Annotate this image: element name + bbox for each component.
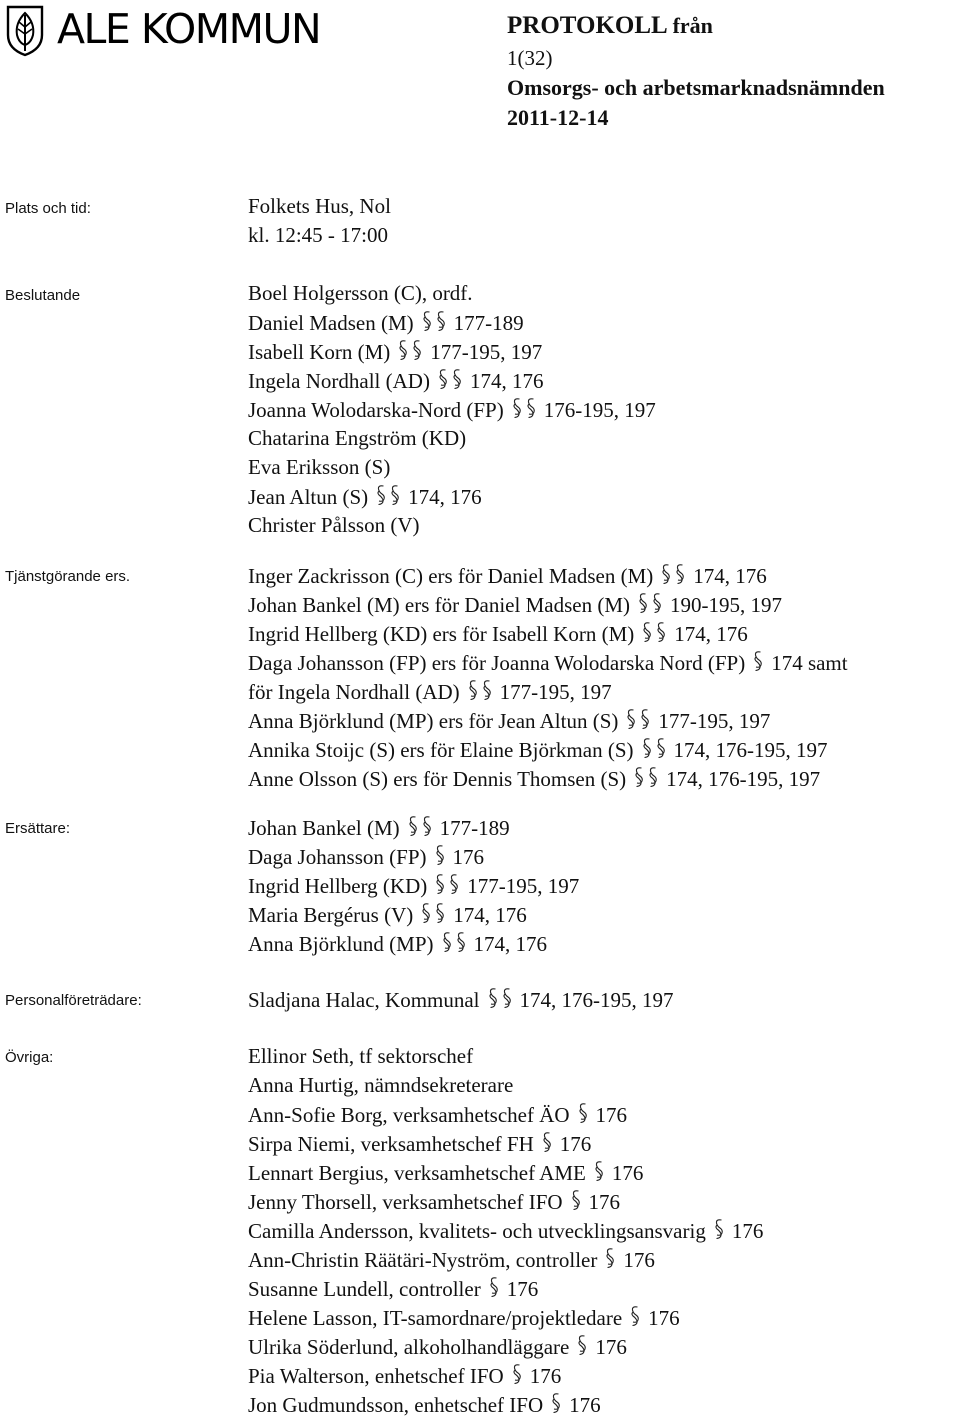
entry-text: kl. 12:45 - 17:00 bbox=[248, 223, 388, 247]
section-label: Tjänstgörande ers. bbox=[5, 568, 131, 585]
section-label: Beslutande bbox=[5, 287, 81, 304]
paragraph-sign-icon bbox=[638, 592, 648, 614]
entry-text: Camilla Andersson, kvalitets- och utvecklingsansvarig bbox=[248, 1219, 706, 1243]
entry-text: Daga Johansson (FP) bbox=[248, 845, 427, 869]
paragraph-numbers: 174, 176-195, 197 bbox=[666, 767, 821, 791]
paragraph-sign-icon bbox=[435, 902, 445, 924]
paragraph-signs bbox=[402, 816, 440, 840]
entry-line bbox=[248, 1071, 958, 1100]
paragraph-signs bbox=[415, 903, 453, 927]
paragraph-sign-icon bbox=[468, 679, 478, 701]
paragraph-signs bbox=[536, 1132, 560, 1156]
meeting-date: 2011-12-14 bbox=[507, 105, 609, 130]
entry-line bbox=[248, 395, 958, 424]
paragraph-numbers: 176 bbox=[595, 1103, 628, 1127]
entry-line bbox=[248, 308, 958, 337]
paragraph-sign-icon bbox=[456, 931, 466, 953]
paragraph-signs bbox=[632, 593, 670, 617]
section-entries bbox=[248, 192, 958, 250]
entry-line bbox=[248, 764, 958, 793]
paragraph-sign-icon bbox=[390, 484, 400, 506]
entry-text: Sirpa Niemi, verksamhetschef FH bbox=[248, 1132, 534, 1156]
paragraph-sign-icon bbox=[642, 737, 652, 759]
paragraph-signs bbox=[628, 767, 666, 791]
paragraph-numbers: 174, 176 bbox=[674, 622, 748, 646]
entry-text: Daniel Madsen (M) bbox=[248, 311, 414, 335]
paragraph-sign-icon bbox=[661, 563, 671, 585]
paragraph-sign-icon bbox=[422, 310, 432, 332]
paragraph-signs bbox=[565, 1190, 589, 1214]
paragraph-sign-icon bbox=[630, 1305, 640, 1327]
section-label: Personalföreträdare: bbox=[5, 992, 142, 1009]
entry-line bbox=[248, 1158, 958, 1187]
paragraph-signs bbox=[483, 1277, 507, 1301]
paragraph-sign-icon bbox=[435, 873, 445, 895]
paragraph-signs bbox=[655, 564, 693, 588]
paragraph-sign-icon bbox=[488, 987, 498, 1009]
paragraph-signs bbox=[747, 651, 771, 675]
paragraph-numbers: 177-195, 197 bbox=[499, 680, 612, 704]
entry-line bbox=[248, 511, 958, 540]
paragraph-sign-icon bbox=[412, 339, 422, 361]
entry-line bbox=[248, 1187, 958, 1216]
paragraph-sign-icon bbox=[648, 766, 658, 788]
paragraph-numbers: 176-195, 197 bbox=[543, 398, 656, 422]
from-word: från bbox=[672, 13, 713, 38]
paragraph-numbers: 176 bbox=[611, 1161, 644, 1185]
entry-text: Lennart Bergius, verksamhetschef AME bbox=[248, 1161, 586, 1185]
entry-text: för Ingela Nordhall (AD) bbox=[248, 680, 460, 704]
entry-line bbox=[248, 871, 958, 900]
paragraph-numbers: 176 bbox=[588, 1190, 621, 1214]
page-number: 1(32) bbox=[507, 46, 553, 70]
section-label: Övriga: bbox=[5, 1049, 54, 1066]
entry-text: Anna Björklund (MP) ers för Jean Altun (S) bbox=[248, 709, 619, 733]
paragraph-sign-icon bbox=[376, 484, 386, 506]
paragraph-signs bbox=[599, 1248, 623, 1272]
section-entries bbox=[248, 1042, 958, 1419]
paragraph-signs bbox=[636, 622, 674, 646]
entry-text: Susanne Lundell, controller bbox=[248, 1277, 481, 1301]
entry-line bbox=[248, 648, 958, 677]
logo-text: ALE KOMMUN bbox=[57, 5, 321, 53]
entry-text: Ann-Sofie Borg, verksamhetschef ÄO bbox=[248, 1103, 570, 1127]
paragraph-sign-icon bbox=[714, 1218, 724, 1240]
entry-text: Sladjana Halac, Kommunal bbox=[248, 988, 480, 1012]
paragraph-numbers: 174, 176-195, 197 bbox=[519, 988, 674, 1012]
paragraph-numbers: 174 samt bbox=[771, 651, 848, 675]
paragraph-signs bbox=[482, 988, 520, 1012]
entry-text: Jean Altun (S) bbox=[248, 485, 369, 509]
paragraph-sign-icon bbox=[421, 902, 431, 924]
paragraph-sign-icon bbox=[436, 310, 446, 332]
paragraph-sign-icon bbox=[652, 592, 662, 614]
entry-text: Anne Olsson (S) ers för Dennis Thomsen (S) bbox=[248, 767, 627, 791]
entry-line bbox=[248, 482, 958, 511]
paragraph-sign-icon bbox=[551, 1392, 561, 1414]
entry-text: Boel Holgersson (C), ordf. bbox=[248, 281, 473, 305]
paragraph-signs bbox=[708, 1219, 732, 1243]
paragraph-signs bbox=[620, 709, 658, 733]
paragraph-sign-icon bbox=[398, 339, 408, 361]
paragraph-signs bbox=[506, 1364, 530, 1388]
municipality-logo bbox=[5, 5, 320, 57]
entry-line bbox=[248, 985, 958, 1014]
entry-text: Ingrid Hellberg (KD) bbox=[248, 874, 428, 898]
entry-text: Inger Zackrisson (C) ers för Daniel Madsen (M) bbox=[248, 564, 654, 588]
entry-text: Johan Bankel (M) ers för Daniel Madsen (M) bbox=[248, 593, 630, 617]
entry-text: Pia Walterson, enhetschef IFO bbox=[248, 1364, 504, 1388]
paragraph-sign-icon bbox=[594, 1160, 604, 1182]
entry-line bbox=[248, 842, 958, 871]
paragraph-sign-icon bbox=[577, 1334, 587, 1356]
paragraph-numbers: 174, 176 bbox=[453, 903, 527, 927]
entry-line bbox=[248, 337, 958, 366]
paragraph-sign-icon bbox=[656, 737, 666, 759]
paragraph-sign-icon bbox=[482, 679, 492, 701]
section-entries bbox=[248, 279, 958, 540]
entry-text: Joanna Wolodarska-Nord (FP) bbox=[248, 398, 504, 422]
entry-line bbox=[248, 221, 958, 250]
paragraph-sign-icon bbox=[634, 766, 644, 788]
committee-name: Omsorgs- och arbetsmarknadsnämnden bbox=[507, 75, 885, 100]
entry-text: Ulrika Söderlund, alkoholhandläggare bbox=[248, 1335, 570, 1359]
entry-text: Maria Bergérus (V) bbox=[248, 903, 414, 927]
paragraph-sign-icon bbox=[571, 1189, 581, 1211]
paragraph-sign-icon bbox=[442, 931, 452, 953]
paragraph-sign-icon bbox=[642, 621, 652, 643]
paragraph-sign-icon bbox=[452, 368, 462, 390]
entry-line bbox=[248, 1390, 958, 1419]
paragraph-signs bbox=[571, 1335, 595, 1359]
paragraph-numbers: 174, 176 bbox=[473, 932, 547, 956]
paragraph-sign-icon bbox=[753, 650, 763, 672]
paragraph-sign-icon bbox=[656, 621, 666, 643]
section-entries bbox=[248, 985, 958, 1014]
paragraph-sign-icon bbox=[435, 844, 445, 866]
paragraph-numbers: 174, 176 bbox=[469, 369, 544, 393]
paragraph-sign-icon bbox=[605, 1247, 615, 1269]
entry-text: Eva Eriksson (S) bbox=[248, 455, 391, 479]
paragraph-numbers: 176 bbox=[506, 1277, 539, 1301]
paragraph-signs bbox=[462, 680, 500, 704]
paragraph-sign-icon bbox=[422, 815, 432, 837]
paragraph-sign-icon bbox=[449, 873, 459, 895]
document-header bbox=[0, 0, 960, 160]
section-entries bbox=[248, 813, 958, 958]
entry-text: Jenny Thorsell, verksamhetschef IFO bbox=[248, 1190, 563, 1214]
paragraph-numbers: 176 bbox=[559, 1132, 592, 1156]
entry-text: Daga Johansson (FP) ers för Joanna Wolodarska Nord (FP) bbox=[248, 651, 746, 675]
paragraph-sign-icon bbox=[438, 368, 448, 390]
paragraph-numbers: 176 bbox=[648, 1306, 680, 1330]
paragraph-numbers: 177-195, 197 bbox=[658, 709, 771, 733]
paragraph-signs bbox=[432, 369, 470, 393]
paragraph-signs bbox=[588, 1161, 612, 1185]
paragraph-signs bbox=[624, 1306, 648, 1330]
entry-text: Anna Hurtig, nämndsekreterare bbox=[248, 1073, 514, 1097]
paragraph-sign-icon bbox=[408, 815, 418, 837]
title-block bbox=[507, 9, 957, 133]
entry-line bbox=[248, 279, 958, 308]
entry-text: Ingela Nordhall (AD) bbox=[248, 369, 430, 393]
paragraph-sign-icon bbox=[502, 987, 512, 1009]
entry-line bbox=[248, 1332, 958, 1361]
entry-line bbox=[248, 1042, 958, 1071]
entry-text: Helene Lasson, IT-samordnare/projektledare bbox=[248, 1306, 623, 1330]
document-type: PROTOKOLL bbox=[507, 12, 667, 39]
paragraph-numbers: 176 bbox=[731, 1219, 764, 1243]
paragraph-signs bbox=[572, 1103, 596, 1127]
entry-line bbox=[248, 1245, 958, 1274]
entry-line bbox=[248, 813, 958, 842]
paragraph-sign-icon bbox=[489, 1276, 499, 1298]
entry-text: Anna Björklund (MP) bbox=[248, 932, 434, 956]
entry-line bbox=[248, 561, 958, 590]
section-label: Ersättare: bbox=[5, 820, 71, 837]
paragraph-signs bbox=[429, 874, 467, 898]
entry-line bbox=[248, 1129, 958, 1158]
paragraph-signs bbox=[506, 398, 544, 422]
paragraph-numbers: 174, 176 bbox=[693, 564, 767, 588]
ale-logo-icon bbox=[5, 5, 45, 57]
paragraph-numbers: 176 bbox=[595, 1335, 627, 1359]
entry-line bbox=[248, 453, 958, 482]
paragraph-signs bbox=[436, 932, 474, 956]
paragraph-signs bbox=[429, 845, 453, 869]
entry-text: Annika Stoijc (S) ers för Elaine Björkman (S) bbox=[248, 738, 634, 762]
entry-line bbox=[248, 1303, 958, 1332]
entry-line bbox=[248, 590, 958, 619]
paragraph-sign-icon bbox=[578, 1102, 588, 1124]
paragraph-numbers: 177-195, 197 bbox=[430, 340, 543, 364]
paragraph-sign-icon bbox=[512, 397, 522, 419]
paragraph-numbers: 190-195, 197 bbox=[669, 593, 782, 617]
paragraph-numbers: 176 bbox=[452, 845, 484, 869]
entry-text: Isabell Korn (M) bbox=[248, 340, 391, 364]
paragraph-sign-icon bbox=[640, 708, 650, 730]
paragraph-numbers: 176 bbox=[623, 1248, 655, 1272]
section-entries bbox=[248, 561, 958, 793]
entry-line bbox=[248, 1100, 958, 1129]
paragraph-numbers: 176 bbox=[569, 1393, 601, 1417]
entry-text: Ingrid Hellberg (KD) ers för Isabell Korn (M) bbox=[248, 622, 635, 646]
entry-text: Ellinor Seth, tf sektorschef bbox=[248, 1044, 474, 1068]
entry-text: Chatarina Engström (KD) bbox=[248, 426, 467, 450]
paragraph-signs bbox=[545, 1393, 569, 1417]
entry-line bbox=[248, 192, 958, 221]
paragraph-sign-icon bbox=[526, 397, 536, 419]
entry-line bbox=[248, 1274, 958, 1303]
entry-text: Johan Bankel (M) bbox=[248, 816, 400, 840]
paragraph-numbers: 176 bbox=[529, 1364, 562, 1388]
entry-line bbox=[248, 1216, 958, 1245]
paragraph-numbers: 174, 176 bbox=[408, 485, 482, 509]
paragraph-numbers: 177-189 bbox=[439, 816, 510, 840]
entry-line bbox=[248, 424, 958, 453]
entry-line bbox=[248, 677, 958, 706]
paragraph-sign-icon bbox=[542, 1131, 552, 1153]
paragraph-numbers: 177-195, 197 bbox=[467, 874, 580, 898]
entry-line bbox=[248, 706, 958, 735]
paragraph-numbers: 177-189 bbox=[453, 311, 524, 335]
entry-text: Christer Pålsson (V) bbox=[248, 513, 420, 537]
entry-line bbox=[248, 929, 958, 958]
entry-line bbox=[248, 735, 958, 764]
entry-text: Ann-Christin Räätäri-Nyström, controller bbox=[248, 1248, 598, 1272]
paragraph-signs bbox=[392, 340, 430, 364]
entry-line bbox=[248, 1361, 958, 1390]
paragraph-sign-icon bbox=[675, 563, 685, 585]
entry-line bbox=[248, 366, 958, 395]
entry-text: Jon Gudmundsson, enhetschef IFO bbox=[248, 1393, 544, 1417]
paragraph-signs bbox=[636, 738, 674, 762]
section-label: Plats och tid: bbox=[5, 200, 91, 217]
paragraph-numbers: 174, 176-195, 197 bbox=[673, 738, 828, 762]
entry-text: Folkets Hus, Nol bbox=[248, 194, 391, 218]
paragraph-signs bbox=[416, 311, 454, 335]
paragraph-sign-icon bbox=[626, 708, 636, 730]
paragraph-signs bbox=[370, 485, 408, 509]
entry-line bbox=[248, 619, 958, 648]
paragraph-sign-icon bbox=[512, 1363, 522, 1385]
entry-line bbox=[248, 900, 958, 929]
